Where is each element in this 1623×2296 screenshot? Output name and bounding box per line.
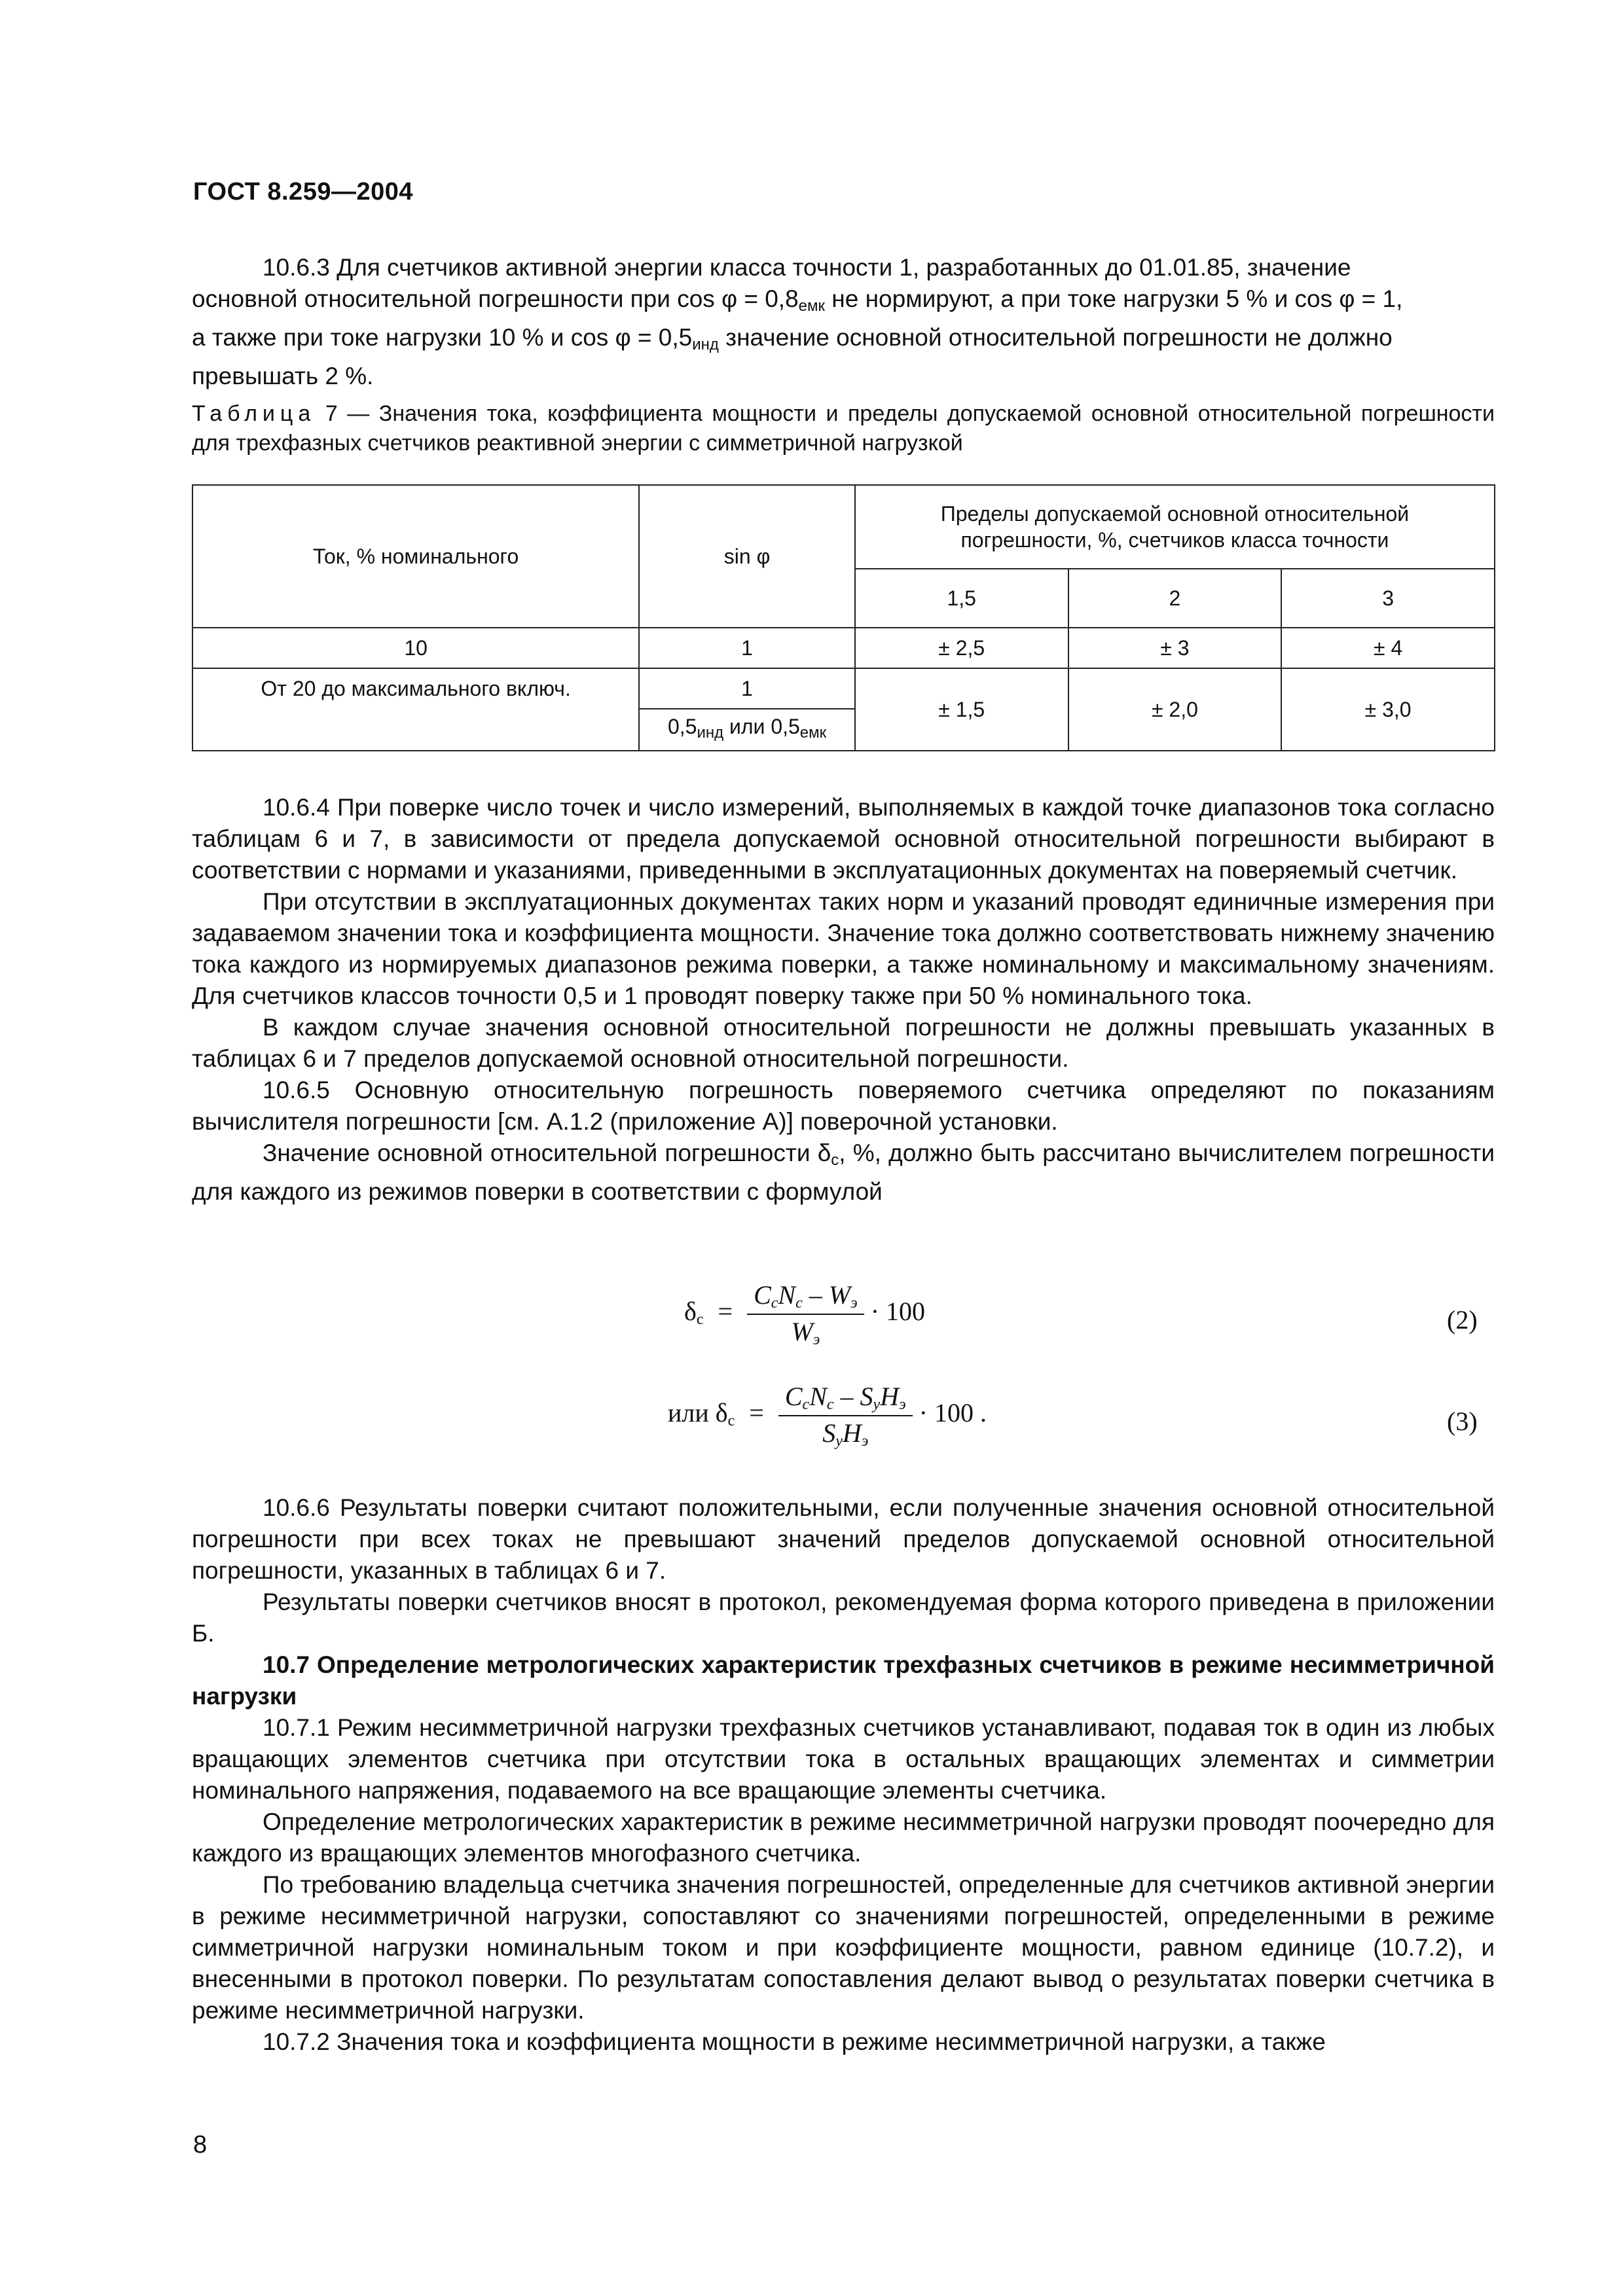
- paragraph-10-6-4: 10.6.4 При поверке число точек и число измерений, выполняемых в каждой точке диапазонов тока согласно таблицам 6 и 7, в зависимости от предела допускаемой основной относительной погрешности выбирают в соответствии с нормами и указаниями, приведенными в эксплуатационных документах на поверяемый счетчик.: [192, 794, 1495, 884]
- formula-number: (3): [1447, 1407, 1478, 1436]
- paragraph-10-6-6: 10.6.6 Результаты поверки считают положительными, если полученные значения основной относительной погрешности при всех токах не превышают значений пределов допускаемой основной относительной погрешности, указанных в таблицах 6 и 7.: [192, 1494, 1495, 1584]
- text: Значение основной относительной погрешности δ: [263, 1139, 831, 1166]
- header-error-limits: Пределы допускаемой основной относительной погрешности, %, счетчиков класса точности: [855, 485, 1495, 569]
- header-class-1-5: 1,5: [855, 569, 1068, 628]
- page-number: 8: [193, 2131, 208, 2159]
- numerator: $C_сN_с - W_э$: [747, 1280, 864, 1315]
- formula-tail: · 100 .: [919, 1398, 987, 1428]
- subscript: емк: [799, 724, 827, 742]
- cell-sin: 1: [639, 628, 855, 668]
- text: превышать 2 %.: [192, 363, 374, 389]
- cell-value: ± 1,5: [855, 668, 1068, 751]
- cell-value: ± 2,0: [1068, 668, 1282, 751]
- formula-number: (2): [1447, 1305, 1478, 1335]
- equals-sign: =: [749, 1398, 764, 1428]
- paragraph-10-7-2: 10.7.2 Значения тока и коэффициента мощности в режиме несимметричной нагрузки, а также: [263, 2028, 1326, 2055]
- body-section-1: [192, 792, 1495, 1208]
- text: 10.6.3 Для счетчиков активной энергии класса точности 1, разработанных до 01.01.85, значение: [263, 254, 1351, 281]
- table-7: [192, 484, 1495, 751]
- section-heading-10-7: 10.7 Определение метрологических характеристик трехфазных счетчиков в режиме несимметричной нагрузки: [192, 1651, 1495, 1710]
- text: значение основной относительной погрешности не должно: [718, 324, 1393, 351]
- text: , %, должно быть рассчитано вычислителем погрешности для каждого из режимов поверки в соответствии с формулой: [192, 1139, 1495, 1205]
- formula-symbol: δ: [684, 1297, 697, 1327]
- denominator: $W_э$: [791, 1317, 820, 1348]
- paragraph: В каждом случае значения основной относительной погрешности не должны превышать указанных в таблицах 6 и 7 пределов допускаемой основной относительной погрешности.: [192, 1014, 1495, 1072]
- text: не нормируют, а при токе нагрузки 5 % и cos φ = 1,: [825, 285, 1403, 312]
- text: а также при токе нагрузки 10 % и cos φ = 0,5: [192, 324, 693, 351]
- line: [192, 252, 1495, 283]
- subscript: с: [831, 1151, 839, 1169]
- paragraph-10-6-3: [192, 252, 1495, 392]
- equals-sign: =: [718, 1297, 733, 1327]
- text: основной относительной погрешности при cos φ = 0,8: [192, 285, 799, 312]
- subscript: с: [696, 1311, 704, 1329]
- numerator: $C_сN_с - S_уH_э$: [778, 1381, 913, 1416]
- line: [192, 361, 1495, 392]
- header-sin-phi: sin φ: [639, 485, 855, 628]
- subscript: инд: [692, 336, 719, 353]
- caption-text: 7 — Значения тока, коэффициента мощности и пределы допускаемой основной относительной погрешности для трехфазных счетчиков реактивной энергии с симметричной нагрузкой: [192, 401, 1495, 456]
- caption-label: Таблица: [192, 401, 316, 426]
- subscript: с: [727, 1412, 735, 1430]
- cell-current: 10: [192, 628, 639, 668]
- header-current: Ток, % номинального: [192, 485, 639, 628]
- table-7-caption: [192, 399, 1495, 458]
- line: [192, 283, 1495, 322]
- cell-value: ± 4: [1281, 628, 1495, 668]
- table-row: [192, 668, 1495, 709]
- paragraph-10-7-1: 10.7.1 Режим несимметричной нагрузки трехфазных счетчиков устанавливают, подавая ток в один из любых вращающих элементов счетчика при отсутствии тока в остальных вращающих элементах и симметрии номинального напряжения, подаваемого на все вращающие элементы счетчика.: [192, 1714, 1495, 1804]
- formula-3: [668, 1381, 987, 1450]
- paragraph: Определение метрологических характеристик в режиме несимметричной нагрузки проводят поочередно для каждого из вращающих элементов многофазного счетчика.: [192, 1808, 1495, 1867]
- text: 0,5: [667, 715, 697, 738]
- subscript: инд: [697, 724, 724, 742]
- table-row: [192, 628, 1495, 668]
- formula-symbol: или δ: [668, 1398, 728, 1428]
- header-class-2: 2: [1068, 569, 1282, 628]
- header-class-3: 3: [1281, 569, 1495, 628]
- cell-current: От 20 до максимального включ.: [192, 668, 639, 751]
- cell-sin: 1: [639, 668, 855, 709]
- cell-value: ± 3,0: [1281, 668, 1495, 751]
- fraction: [747, 1280, 864, 1349]
- cell-value: ± 3: [1068, 628, 1282, 668]
- paragraph: Результаты поверки счетчиков вносят в протокол, рекомендуемая форма которого приведена в приложении Б.: [192, 1588, 1495, 1647]
- paragraph: При отсутствии в эксплуатационных документах таких норм и указаний проводят единичные измерения при задаваемом значении тока и коэффициента мощности. Значение тока должно соответствовать нижнему значению тока каждого из нормируемых диапазонов режима поверки, а также номинальному и максимальному значениям. Для счетчиков классов точности 0,5 и 1 проводят поверку также при 50 % номинального тока.: [192, 888, 1495, 1009]
- body-section-2: [192, 1492, 1495, 2058]
- document-header: ГОСТ 8.259—2004: [193, 178, 413, 206]
- subscript: емк: [798, 297, 826, 315]
- paragraph: По требованию владельца счетчика значения погрешностей, определенные для счетчиков активной энергии в режиме несимметричной нагрузки, сопоставляют со значениями погрешностей, определенными в режиме симметричной нагрузки номинальным током и при коэффициенте мощности, равном единице (10.7.2), и внесенными в протокол поверки. По результатам сопоставления делают вывод о результатах поверки счетчика в режиме несимметричной нагрузки.: [192, 1871, 1495, 2024]
- formula-2: [684, 1280, 925, 1349]
- cell-value: ± 2,5: [855, 628, 1068, 668]
- fraction: [778, 1381, 913, 1450]
- paragraph-10-6-5: 10.6.5 Основную относительную погрешность поверяемого счетчика определяют по показаниям вычислителя погрешности [см. А.1.2 (приложение А)] поверочной установки.: [192, 1077, 1495, 1135]
- formula-tail: · 100: [870, 1297, 926, 1327]
- denominator: $S_уH_э$: [822, 1418, 869, 1450]
- cell-sin: [639, 709, 855, 751]
- text: или 0,5: [723, 715, 800, 738]
- table-header-row: [192, 485, 1495, 569]
- line: [192, 322, 1495, 361]
- paragraph: [192, 1138, 1495, 1208]
